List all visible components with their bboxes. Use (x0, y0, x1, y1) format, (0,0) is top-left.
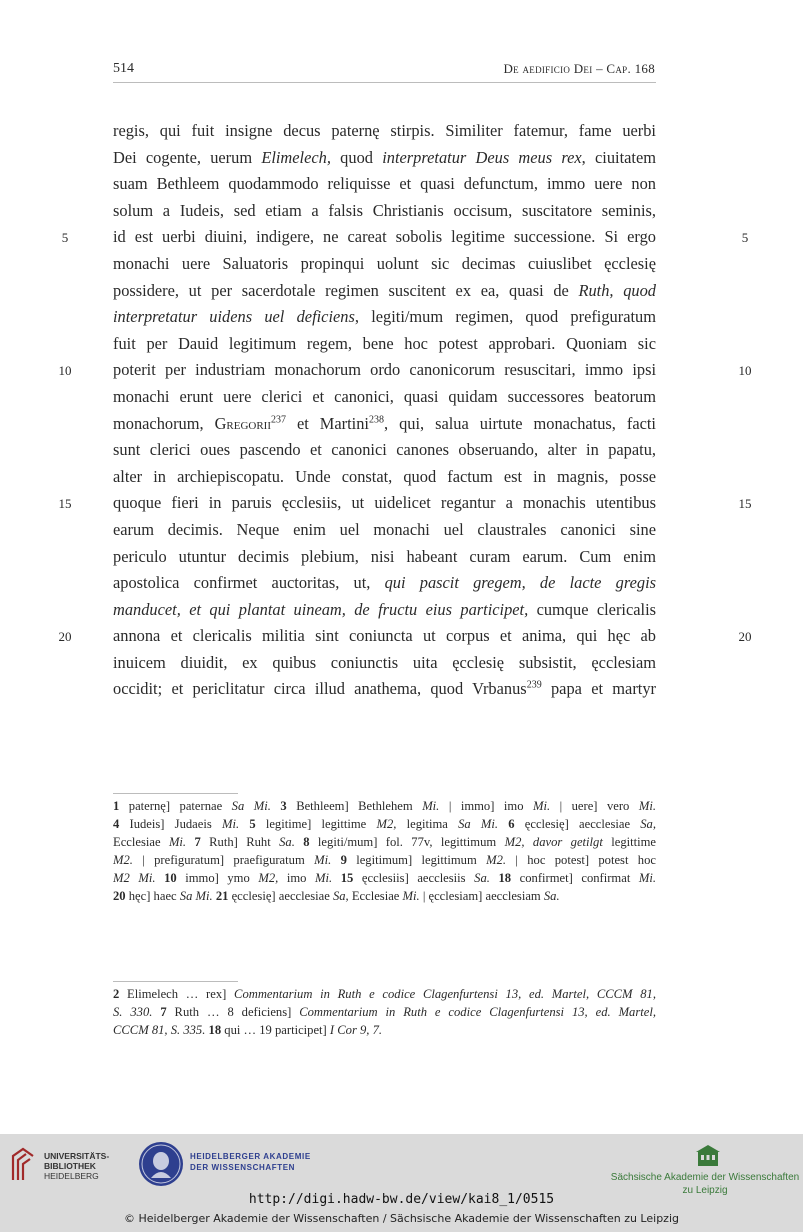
text-line (113, 490, 656, 517)
text-segment: Commentarium in Ruth e codice Clagenfurtensi 13, ed. Martel, CCCM 81, (234, 987, 656, 1001)
text-line (113, 623, 656, 650)
text-segment: 3 (280, 799, 287, 813)
text-segment: 4 (113, 817, 120, 831)
text-line (113, 411, 656, 438)
text-segment: Sa Mi. (458, 817, 499, 831)
text-line (113, 650, 656, 677)
text-line (113, 357, 656, 384)
note-line (113, 851, 656, 869)
text-segment: 10 (164, 871, 177, 885)
text-segment: confirmet] confirmat (511, 871, 639, 885)
text-segment: 15 (340, 871, 354, 885)
note-line (113, 887, 656, 905)
note-line (113, 869, 656, 887)
line-number-right: 20 (738, 629, 752, 645)
text-line (113, 304, 656, 331)
text-segment: id est uerbi diuini, indigere, ne careat sobolis legitime successione. Si ergo (113, 227, 656, 247)
text-segment (239, 817, 249, 831)
text-segment: 18 (208, 1023, 222, 1037)
text-segment: imo (278, 871, 316, 885)
text-segment: suam Bethleem quodammodo reliquisse et quasi defunctum, immo uere non (113, 174, 656, 194)
text-segment: ęcclesiis] aecclesiis (353, 871, 475, 885)
text-segment: legitime] legittime (255, 817, 377, 831)
header-rule (113, 82, 656, 83)
text-line (113, 118, 656, 145)
text-segment (498, 817, 508, 831)
text-segment: monachi uere Saluatoris propinqui uolunt sic decimas cuiuslibet ęcclesię (113, 253, 656, 273)
text-segment: Ecclesiae (348, 889, 403, 903)
hadw-label: HEIDELBERGER AKADEMIE DER WISSENSCHAFTEN (190, 1152, 311, 1172)
text-line (113, 570, 656, 597)
text-segment: ęcclesię] aecclesiae (228, 889, 333, 903)
line-number-left: 5 (61, 230, 69, 246)
critical-apparatus (113, 797, 656, 905)
text-line (113, 331, 656, 358)
line-number-right: 10 (738, 363, 752, 379)
text-segment: 18 (498, 871, 512, 885)
text-segment: inuicem diuidit, ex quibus coniunctis uita ęcclesię subsistit, ęcclesiam (113, 652, 656, 672)
text-segment: interpretatur uidens uel deficiens (113, 307, 355, 327)
text-segment: Sa Mi. (179, 889, 213, 903)
text-line (113, 437, 656, 464)
text-segment: 2 (113, 987, 120, 1001)
text-segment: 7 (194, 835, 201, 849)
text-segment: legiti/mum] fol. 77v, legittimum (309, 835, 505, 849)
note-line (113, 797, 656, 815)
university-library-logo-icon[interactable] (10, 1146, 36, 1182)
text-segment: Ecclesiae (113, 835, 169, 849)
text-segment: paternę] paternae (119, 799, 232, 813)
text-segment (156, 871, 165, 885)
text-segment: | immo] imo (439, 799, 533, 813)
main-text (113, 118, 656, 703)
text-segment: Gregorii (214, 413, 272, 433)
text-segment: qui pascit gregem, de lacte gregis (384, 573, 656, 593)
text-segment: Elimelech, (261, 147, 331, 167)
text-segment: Mi. (422, 799, 440, 813)
text-segment: Sa, (640, 817, 656, 831)
text-segment: possidere, ut per sacerdotale regimen suscitent ex ea, quasi de (113, 280, 579, 300)
text-line (113, 517, 656, 544)
university-library-label: UNIVERSITÄTS- BIBLIOTHEK HEIDELBERG (44, 1151, 110, 1181)
text-segment: Sa. (474, 871, 490, 885)
text-line (113, 224, 656, 251)
text-segment: 21 (215, 889, 229, 903)
text-segment: ęcclesię] aecclesiae (514, 817, 641, 831)
text-line (113, 145, 656, 172)
text-segment: Iudeis] Judaeis (119, 817, 222, 831)
text-segment: annona et clericalis militia sint coniuncta ut corpus et anima, qui hęc ab (113, 626, 656, 646)
text-segment: | hoc potest] potest hoc (506, 853, 656, 867)
footnote-reference[interactable]: 238 (368, 414, 384, 426)
text-segment: Mi. (402, 889, 420, 903)
note-line (113, 1021, 656, 1039)
text-segment: M2, davor getilgt (504, 835, 603, 849)
text-segment: , legiti/mum regimen, quod prefiguratum (354, 307, 656, 327)
saxon-academy-logo-icon[interactable] (694, 1142, 722, 1170)
footnote-reference[interactable]: 239 (526, 680, 542, 691)
text-segment: Mi. (168, 835, 187, 849)
text-line (113, 676, 656, 703)
text-segment: I Cor 9, 7. (329, 1023, 383, 1037)
source-notes (113, 985, 656, 1039)
text-segment: Ruth] Ruht (200, 835, 280, 849)
text-segment: Ruth … 8 deficiens] (166, 1005, 300, 1019)
text-segment: | uere] vero (550, 799, 639, 813)
text-segment: Mi. (638, 799, 656, 813)
note-line (113, 1003, 656, 1021)
line-number-left: 10 (58, 363, 72, 379)
text-segment: 8 (303, 835, 310, 849)
text-segment: | ęcclesiam] aecclesiam (419, 889, 544, 903)
text-segment: 20 (113, 889, 126, 903)
text-segment: legitima (396, 817, 459, 831)
page-number: 514 (113, 61, 134, 76)
note-line (113, 833, 656, 851)
text-segment: quoque fieri in paruis ęcclesiis, ut uidelicet regantur a monachis utentibus (113, 493, 656, 513)
hadw-seal-icon[interactable] (139, 1142, 183, 1186)
footnote-reference[interactable]: 237 (271, 414, 287, 426)
text-segment: regis, qui fuit insigne decus paternę stirpis. Similiter fatemur, fame uerbi (113, 121, 656, 140)
text-segment: M2. (486, 853, 507, 867)
text-segment (332, 871, 341, 885)
text-segment: Bethleem] Bethlehem (286, 799, 423, 813)
text-segment: , qui, salua uirtute monachatus, facti (383, 413, 656, 433)
text-segment: M2, (258, 871, 279, 885)
text-segment (295, 835, 303, 849)
text-segment: Sa Mi. (231, 799, 271, 813)
text-segment: poterit per industriam monachorum ordo canonicorum resuscitari, immo ipsi (113, 360, 656, 380)
text-segment: M2, (376, 817, 397, 831)
text-line (113, 544, 656, 571)
text-line (113, 251, 656, 278)
text-line (113, 464, 656, 491)
sources-rule (113, 981, 238, 982)
text-segment: cumque clericalis (528, 599, 656, 619)
copyright-notice: © Heidelberger Akademie der Wissenschaften / Sächsische Akademie der Wissenschaften zu Leipzig (123, 1212, 679, 1225)
text-segment: | prefiguratum] praefiguratum (132, 853, 315, 867)
text-segment: monachorum, (113, 413, 215, 433)
line-number-left: 15 (58, 496, 72, 512)
text-segment: fuit per Dauid legitimum regem, bene hoc potest approbari. Quoniam sic (113, 333, 656, 353)
text-segment: M2 Mi. (113, 871, 156, 885)
text-segment: 5 (249, 817, 256, 831)
text-segment: Mi. (638, 871, 656, 885)
text-segment (271, 799, 281, 813)
text-segment: Mi. (221, 817, 240, 831)
apparatus-rule (113, 793, 238, 794)
text-segment: Mi. (532, 799, 551, 813)
text-segment: Commentarium in Ruth e codice Clagenfurtensi 13, ed. Martel, (299, 1005, 656, 1019)
text-segment: Mi. (314, 853, 332, 867)
text-line (113, 597, 656, 624)
line-number-right: 15 (738, 496, 752, 512)
line-number-right: 5 (741, 230, 749, 246)
text-segment: legitimum] legittimum (346, 853, 487, 867)
text-segment: apostolica confirmet auctoritas, ut, (113, 573, 385, 593)
text-segment: legittime (602, 835, 656, 849)
text-segment: manducet, et qui plantat uineam, de fructu eius participet, (113, 599, 529, 619)
text-segment: quod (330, 147, 383, 167)
source-url-link[interactable]: http://digi.hadw-bw.de/view/kai8_1/0515 (248, 1192, 555, 1207)
text-segment: immo] ymo (176, 871, 259, 885)
text-segment: Sa. (543, 889, 560, 903)
text-segment (331, 853, 340, 867)
text-segment: sunt clerici oues pascendo et canonici canones obseruando, alter in papatu, (113, 440, 656, 460)
line-number-left: 20 (58, 629, 72, 645)
text-segment: occidit; et periclitatur circa illud anathema, quod Vrbanus (113, 679, 527, 699)
text-line (113, 384, 656, 411)
text-segment: monachi erunt uere clerici et canonici, quasi quidam successores beatorum (113, 386, 656, 406)
text-segment: solum a Iudeis, sed etiam a falsis Christianis occisum, suscitatore seminis, (113, 200, 656, 220)
text-line (113, 278, 656, 305)
text-segment: 7 (160, 1005, 167, 1019)
text-segment: Sa. (279, 835, 295, 849)
text-segment: Elimelech … rex] (119, 987, 235, 1001)
text-segment: 9 (340, 853, 347, 867)
text-segment: M2. (113, 853, 133, 867)
saxon-academy-label: Sächsische Akademie der Wissenschaften zu Leipzig (610, 1172, 800, 1196)
text-segment: et Martini (286, 413, 369, 433)
text-segment: interpretatur Deus meus rex (382, 147, 582, 167)
text-segment: 1 (113, 799, 120, 813)
text-segment: Sa, (332, 889, 349, 903)
text-segment: alter in archiepiscopatu. Unde constat, quod factum est in magnis, posse (113, 466, 656, 486)
note-line (113, 815, 656, 833)
text-segment: papa et martyr (541, 679, 656, 699)
text-segment: Ruth, quod (578, 280, 656, 300)
text-segment: earum decimis. Neque enim uel monachi uel claustrales canonici sine (113, 519, 656, 539)
text-segment: hęc] haec (125, 889, 180, 903)
text-line (113, 198, 656, 225)
text-segment: , ciuitatem (581, 147, 656, 167)
text-segment: CCCM 81, S. 335. (113, 1023, 206, 1037)
text-segment: Mi. (315, 871, 333, 885)
text-segment: qui … 19 participet] (221, 1023, 330, 1037)
running-head: De aedificio Dei – Cap. 168 (503, 61, 655, 76)
text-segment: 6 (508, 817, 515, 831)
text-line (113, 171, 656, 198)
note-line (113, 985, 656, 1003)
text-segment: S. 330. (113, 1005, 153, 1019)
text-segment: Dei cogente, uerum (113, 147, 262, 167)
text-segment: periculo utuntur decimis plebium, nisi habeant curam earum. Cum enim (113, 546, 656, 566)
